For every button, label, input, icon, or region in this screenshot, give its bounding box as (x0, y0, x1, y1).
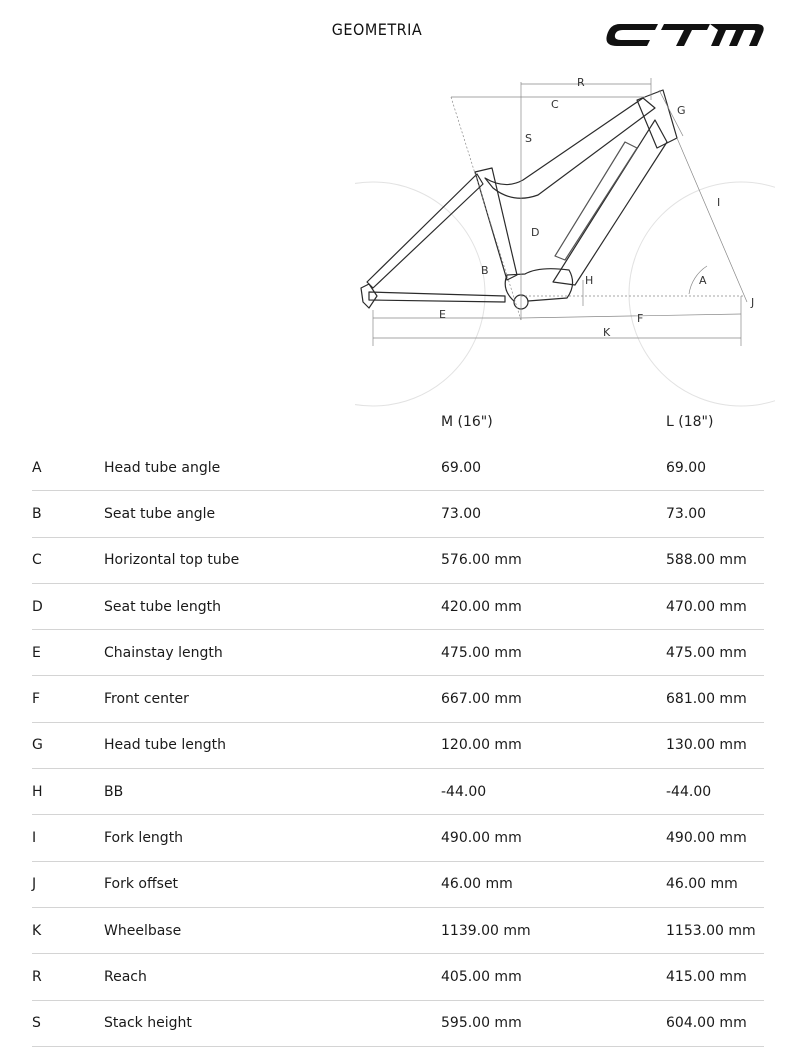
row-name: Seat tube length (104, 598, 221, 615)
ctm-logo (606, 22, 764, 48)
row-value-m: 405.00 mm (441, 968, 522, 985)
row-value-l: 681.00 mm (666, 691, 747, 708)
row-name: Stack height (104, 1015, 192, 1032)
row-code: S (32, 1015, 41, 1032)
row-value-l: -44.00 (666, 783, 712, 800)
row-code: C (32, 552, 42, 569)
row-value-l: 46.00 mm (666, 876, 738, 893)
row-value-l: 73.00 (666, 505, 707, 522)
row-name: Fork length (104, 830, 184, 847)
label-D: D (531, 226, 540, 239)
row-value-l: 588.00 mm (666, 552, 747, 569)
row-value-l: 1153.00 mm (666, 922, 756, 939)
row-value-m: 420.00 mm (441, 598, 522, 615)
row-code: F (32, 691, 41, 708)
row-name: Fork offset (104, 876, 179, 893)
row-value-l: 470.00 mm (666, 598, 747, 615)
row-value-m: 46.00 mm (441, 876, 513, 893)
table-row (32, 676, 764, 722)
table-row (32, 584, 764, 630)
table-row (32, 723, 764, 769)
row-code: D (32, 598, 43, 615)
label-H: H (585, 274, 594, 287)
label-E: E (439, 308, 446, 321)
row-value-l: 475.00 mm (666, 644, 747, 661)
row-name: Wheelbase (104, 922, 182, 939)
row-code: G (32, 737, 43, 754)
row-value-m: 667.00 mm (441, 691, 522, 708)
geometry-diagram (355, 70, 775, 415)
row-code: E (32, 644, 41, 661)
label-R: R (577, 76, 585, 89)
row-name: BB (104, 783, 124, 800)
table-row (32, 769, 764, 815)
row-value-m: 475.00 mm (441, 644, 522, 661)
label-J: J (751, 296, 755, 309)
row-name: Head tube angle (104, 459, 221, 476)
row-value-l: 604.00 mm (666, 1015, 747, 1032)
table-row (32, 491, 764, 537)
row-code: R (32, 968, 42, 985)
row-value-m: -44.00 (441, 783, 487, 800)
size-header-l: L (18") (666, 414, 714, 430)
page-title: GEOMETRIA (331, 20, 423, 39)
row-code: J (32, 876, 37, 893)
down-tube (553, 120, 667, 285)
table-row (32, 1001, 764, 1047)
top-tube (485, 98, 655, 198)
label-C: C (551, 98, 559, 111)
row-value-l: 69.00 (666, 459, 707, 476)
row-code: I (32, 830, 37, 847)
table-row (32, 815, 764, 861)
label-F: F (637, 312, 644, 325)
table-row (32, 630, 764, 676)
row-value-l: 490.00 mm (666, 830, 747, 847)
table-row (32, 862, 764, 908)
row-value-m: 595.00 mm (441, 1015, 522, 1032)
row-value-m: 576.00 mm (441, 552, 522, 569)
table-row (32, 445, 764, 491)
row-code: H (32, 783, 43, 800)
front-wheel (629, 182, 775, 406)
table-row (32, 908, 764, 954)
battery (555, 142, 637, 260)
row-value-l: 415.00 mm (666, 968, 747, 985)
row-name: Reach (104, 968, 147, 985)
row-value-m: 1139.00 mm (441, 922, 531, 939)
table-row (32, 538, 764, 584)
label-I: I (717, 196, 721, 209)
table-row (32, 954, 764, 1000)
row-name: Seat tube angle (104, 505, 216, 522)
row-value-m: 490.00 mm (441, 830, 522, 847)
label-K: K (603, 326, 611, 339)
row-value-m: 73.00 (441, 505, 482, 522)
row-value-m: 69.00 (441, 459, 482, 476)
label-G: G (677, 104, 686, 117)
row-value-l: 130.00 mm (666, 737, 747, 754)
row-code: K (32, 922, 42, 939)
geometry-table (32, 445, 764, 1047)
label-A: A (699, 274, 707, 287)
size-header-m: M (16") (441, 414, 493, 430)
label-S: S (525, 132, 532, 145)
row-name: Head tube length (104, 737, 226, 754)
row-value-m: 120.00 mm (441, 737, 522, 754)
label-B: B (481, 264, 489, 277)
row-name: Front center (104, 691, 189, 708)
row-code: A (32, 459, 42, 476)
row-code: B (32, 505, 42, 522)
row-name: Chainstay length (104, 644, 223, 661)
row-name: Horizontal top tube (104, 552, 240, 569)
